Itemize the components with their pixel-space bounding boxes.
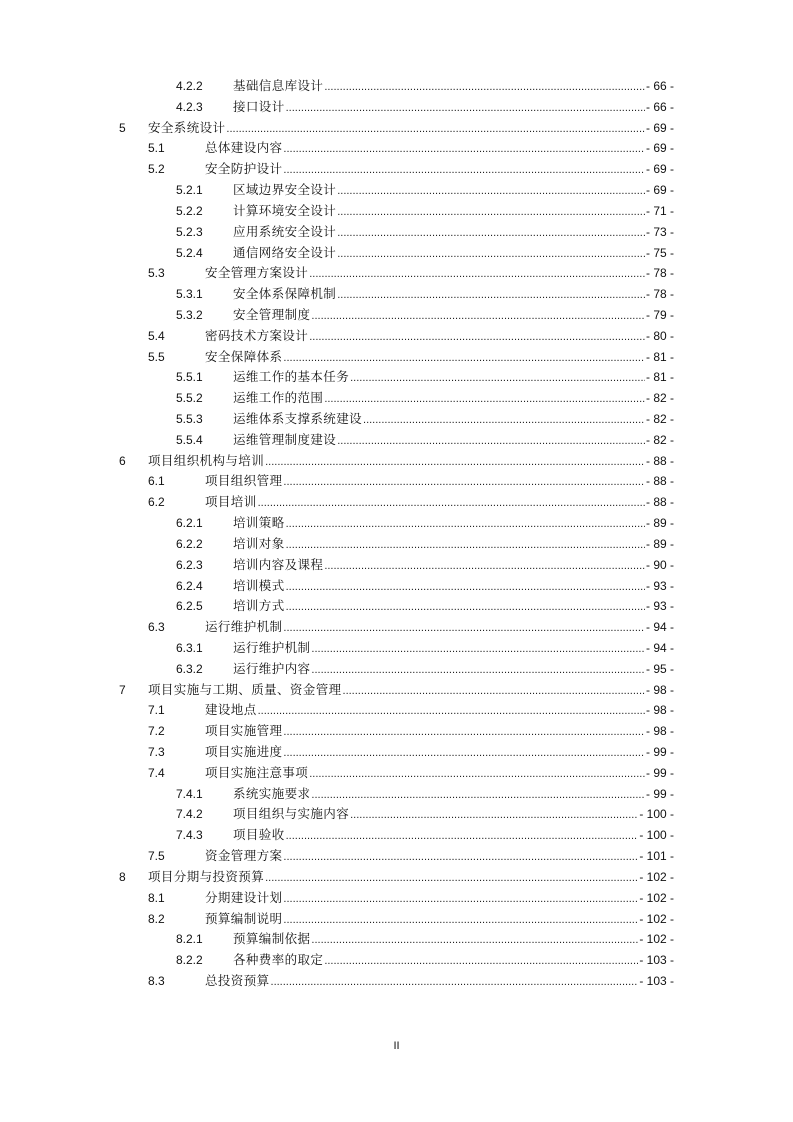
toc-entry[interactable] bbox=[0, 513, 793, 534]
toc-entry-page: - 88 - bbox=[645, 453, 674, 468]
dot-leader bbox=[324, 556, 645, 577]
toc-entry-line bbox=[148, 118, 674, 140]
toc-entry-number: 5.3.2 bbox=[176, 307, 203, 322]
toc-entry[interactable] bbox=[0, 492, 793, 513]
toc-entry-number: 7.4 bbox=[148, 765, 165, 780]
toc-entry-title: 项目实施管理 bbox=[205, 723, 283, 739]
toc-entry-title: 运行维护内容 bbox=[233, 660, 311, 676]
dot-leader bbox=[283, 889, 638, 910]
toc-entry-page: - 82 - bbox=[645, 412, 674, 426]
toc-entry[interactable] bbox=[0, 929, 793, 950]
toc-entry-line bbox=[205, 846, 674, 868]
toc-entry-title: 运维体系支撑系统建设 bbox=[233, 411, 363, 426]
toc-entry-title: 项目组织机构与培训 bbox=[148, 452, 265, 468]
toc-entry-line bbox=[205, 347, 674, 369]
toc-entry[interactable] bbox=[0, 409, 793, 430]
dot-leader bbox=[324, 389, 645, 410]
toc-entry-page: - 79 - bbox=[645, 307, 674, 322]
toc-entry-line bbox=[205, 909, 674, 931]
dot-leader bbox=[286, 514, 645, 535]
toc-entry-title: 培训内容及课程 bbox=[233, 556, 324, 572]
toc-entry[interactable] bbox=[0, 326, 793, 347]
toc-entry-title: 培训方式 bbox=[233, 598, 285, 614]
dot-leader bbox=[283, 847, 638, 868]
toc-entry-page: - 99 - bbox=[645, 765, 674, 780]
toc-entry-number: 5.5.4 bbox=[176, 432, 203, 447]
toc-entry-page: - 71 - bbox=[645, 203, 674, 218]
dot-leader bbox=[286, 535, 645, 556]
toc-entry[interactable] bbox=[0, 222, 793, 243]
toc-entry-title: 安全管理制度 bbox=[233, 306, 311, 322]
toc-entry-line bbox=[205, 326, 674, 348]
toc-entry-page: - 103 - bbox=[639, 953, 674, 968]
toc-entry-number: 5.1 bbox=[148, 141, 165, 156]
dot-leader bbox=[309, 264, 645, 285]
toc-entry-number: 5 bbox=[119, 120, 126, 135]
toc-entry[interactable] bbox=[0, 388, 793, 409]
toc-entry-title: 计算环境安全设计 bbox=[233, 202, 337, 218]
toc-entry-page: - 95 - bbox=[645, 661, 674, 676]
toc-entry-number: 6.2.5 bbox=[176, 599, 203, 614]
toc-entry[interactable] bbox=[0, 909, 793, 930]
toc-entry-line bbox=[233, 409, 674, 431]
dot-leader bbox=[226, 119, 645, 140]
toc-entry-number: 7.4.3 bbox=[176, 828, 203, 843]
toc-entry-page: - 93 - bbox=[645, 599, 674, 614]
toc-entry-page: - 93 - bbox=[645, 578, 674, 593]
toc-entry[interactable] bbox=[0, 950, 793, 971]
toc-entry[interactable] bbox=[0, 888, 793, 909]
toc-entry[interactable] bbox=[0, 555, 793, 576]
toc-entry-line bbox=[205, 721, 674, 743]
toc-entry-title: 资金管理方案 bbox=[205, 848, 283, 864]
toc-entry-title: 预算编制说明 bbox=[205, 910, 283, 926]
toc-entry-title: 项目组织与实施内容 bbox=[233, 806, 350, 822]
toc-entry-page: - 69 - bbox=[645, 141, 674, 156]
toc-entry[interactable] bbox=[0, 76, 793, 97]
toc-entry-title: 培训模式 bbox=[233, 577, 285, 593]
toc-entry-number: 6 bbox=[119, 453, 126, 468]
toc-entry-line bbox=[233, 305, 674, 327]
dot-leader bbox=[337, 285, 645, 306]
toc-entry-number: 8.1 bbox=[148, 890, 165, 905]
toc-entry-line bbox=[233, 180, 674, 202]
dot-leader bbox=[309, 327, 645, 348]
dot-leader bbox=[271, 972, 639, 993]
toc-entry-number: 6.2.3 bbox=[176, 557, 203, 572]
toc-entry[interactable] bbox=[0, 118, 793, 139]
dot-leader bbox=[311, 306, 645, 327]
toc-entry-line bbox=[233, 784, 674, 806]
toc-entry-page: - 90 - bbox=[645, 557, 674, 572]
toc-entry-number: 5.4 bbox=[148, 328, 165, 343]
toc-entry-line bbox=[233, 97, 674, 119]
toc-entry[interactable] bbox=[0, 846, 793, 867]
toc-entry-title: 运维管理制度建设 bbox=[233, 431, 337, 447]
dot-leader bbox=[337, 181, 645, 202]
toc-entry-line bbox=[205, 263, 674, 285]
toc-entry-page: - 99 - bbox=[645, 745, 674, 759]
toc-entry-line bbox=[205, 742, 674, 764]
toc-entry-number: 5.2 bbox=[148, 162, 165, 177]
toc-entry-page: - 81 - bbox=[645, 349, 674, 364]
toc-entry-number: 5.2.4 bbox=[176, 245, 203, 260]
toc-entry[interactable] bbox=[0, 263, 793, 284]
dot-leader bbox=[343, 681, 645, 702]
toc-entry-title: 培训策略 bbox=[233, 515, 285, 531]
table-of-contents bbox=[0, 76, 793, 992]
toc-entry[interactable] bbox=[0, 596, 793, 617]
toc-entry-page: - 78 - bbox=[645, 266, 674, 281]
toc-entry-page: - 102 - bbox=[639, 932, 674, 947]
toc-entry-number: 4.2.2 bbox=[176, 79, 203, 93]
toc-entry-title: 培训对象 bbox=[233, 535, 285, 551]
dot-leader bbox=[283, 472, 645, 493]
toc-entry-number: 8 bbox=[119, 869, 126, 884]
toc-entry-number: 7.1 bbox=[148, 703, 165, 718]
toc-entry-page: - 100 - bbox=[639, 807, 674, 822]
dot-leader bbox=[309, 764, 645, 785]
toc-entry-page: - 94 - bbox=[645, 620, 674, 635]
toc-entry-line bbox=[205, 471, 674, 493]
toc-entry-title: 项目实施与工期、质量、资金管理 bbox=[148, 681, 342, 697]
dot-leader bbox=[311, 660, 645, 681]
dot-leader bbox=[350, 368, 645, 389]
toc-entry-number: 4.2.3 bbox=[176, 99, 203, 114]
toc-entry-number: 7.4.1 bbox=[176, 786, 203, 801]
toc-entry-line bbox=[233, 367, 674, 389]
toc-entry-page: - 103 - bbox=[639, 973, 674, 988]
toc-entry-title: 应用系统安全设计 bbox=[233, 223, 337, 239]
toc-entry-title: 运维工作的范围 bbox=[233, 390, 324, 406]
toc-entry[interactable] bbox=[0, 347, 793, 368]
dot-leader bbox=[324, 951, 638, 972]
toc-entry[interactable] bbox=[0, 659, 793, 680]
dot-leader bbox=[283, 743, 645, 764]
toc-entry-number: 7.2 bbox=[148, 724, 165, 739]
toc-entry-page: - 81 - bbox=[645, 370, 674, 385]
dot-leader bbox=[283, 618, 645, 639]
toc-entry-title: 安全系统设计 bbox=[148, 119, 226, 135]
toc-entry-number: 8.2.2 bbox=[176, 953, 203, 968]
dot-leader bbox=[311, 639, 645, 660]
toc-entry-title: 项目实施进度 bbox=[205, 744, 283, 759]
toc-entry-line bbox=[205, 617, 674, 639]
toc-entry-title: 分期建设计划 bbox=[205, 889, 283, 905]
toc-entry-page: - 88 - bbox=[645, 495, 674, 510]
toc-entry-line bbox=[233, 76, 674, 98]
dot-leader bbox=[337, 431, 645, 452]
toc-entry[interactable] bbox=[0, 700, 793, 721]
toc-entry-number: 5.2.1 bbox=[176, 183, 203, 198]
toc-entry-title: 项目分期与投资预算 bbox=[148, 868, 265, 884]
toc-entry-line bbox=[233, 576, 674, 598]
dot-leader bbox=[337, 223, 645, 244]
toc-entry[interactable] bbox=[0, 804, 793, 825]
dot-leader bbox=[286, 826, 639, 847]
toc-entry-line bbox=[233, 513, 674, 535]
toc-entry-line bbox=[233, 534, 674, 556]
toc-entry-page: - 89 - bbox=[645, 536, 674, 551]
toc-entry-title: 运行维护机制 bbox=[233, 639, 311, 655]
toc-entry-line bbox=[233, 596, 674, 618]
toc-entry-title: 安全保障体系 bbox=[205, 348, 283, 364]
toc-entry-line bbox=[205, 971, 674, 993]
dot-leader bbox=[283, 348, 645, 369]
toc-entry[interactable] bbox=[0, 430, 793, 451]
toc-entry-title: 项目培训 bbox=[205, 494, 257, 510]
toc-entry[interactable] bbox=[0, 763, 793, 784]
toc-entry-line bbox=[233, 659, 674, 681]
toc-entry-title: 建设地点 bbox=[205, 702, 257, 718]
toc-entry[interactable] bbox=[0, 451, 793, 472]
toc-entry-page: - 78 - bbox=[645, 287, 674, 302]
toc-entry-title: 总投资预算 bbox=[205, 972, 270, 988]
toc-entry-page: - 101 - bbox=[639, 849, 674, 864]
toc-entry-number: 5.5.2 bbox=[176, 391, 203, 406]
toc-entry[interactable] bbox=[0, 867, 793, 888]
toc-entry-number: 5.5.1 bbox=[176, 370, 203, 385]
toc-entry-line bbox=[233, 555, 674, 577]
toc-entry-number: 6.1 bbox=[148, 474, 165, 489]
dot-leader bbox=[265, 868, 638, 889]
toc-entry-number: 7.4.2 bbox=[176, 807, 203, 822]
toc-entry-number: 5.3 bbox=[148, 266, 165, 281]
toc-entry-title: 安全管理方案设计 bbox=[205, 265, 309, 281]
toc-entry-number: 6.3.1 bbox=[176, 640, 203, 655]
toc-entry-line bbox=[233, 222, 674, 244]
toc-entry-line bbox=[148, 867, 674, 889]
toc-entry-number: 5.2.3 bbox=[176, 224, 203, 239]
toc-entry-title: 项目组织管理 bbox=[205, 473, 283, 489]
toc-entry-number: 6.3 bbox=[148, 620, 165, 635]
toc-entry-line bbox=[233, 284, 674, 306]
toc-entry-title: 各种费率的取定 bbox=[233, 952, 324, 968]
toc-entry-number: 6.2.4 bbox=[176, 578, 203, 593]
toc-entry-number: 6.2.1 bbox=[176, 516, 203, 531]
toc-entry-title: 安全防护设计 bbox=[205, 161, 283, 177]
dot-leader bbox=[324, 77, 645, 98]
toc-entry-title: 项目实施注意事项 bbox=[205, 764, 309, 780]
dot-leader bbox=[265, 452, 645, 473]
toc-entry-line bbox=[233, 388, 674, 410]
toc-entry-number: 8.2 bbox=[148, 911, 165, 926]
toc-entry-page: - 102 - bbox=[639, 890, 674, 905]
toc-entry-title: 预算编制依据 bbox=[233, 931, 311, 947]
toc-entry-line bbox=[205, 763, 674, 785]
toc-entry-page: - 82 - bbox=[645, 391, 674, 406]
toc-entry[interactable] bbox=[0, 825, 793, 846]
dot-leader bbox=[337, 202, 645, 223]
dot-leader bbox=[283, 160, 645, 181]
toc-entry[interactable] bbox=[0, 576, 793, 597]
toc-entry-title: 通信网络安全设计 bbox=[233, 244, 337, 260]
toc-entry[interactable] bbox=[0, 721, 793, 742]
toc-entry-page: - 69 - bbox=[645, 120, 674, 135]
toc-entry-title: 安全体系保障机制 bbox=[233, 286, 337, 302]
toc-entry-title: 区域边界安全设计 bbox=[233, 182, 337, 198]
toc-entry-title: 基础信息库设计 bbox=[233, 78, 324, 93]
toc-entry-page: - 102 - bbox=[639, 911, 674, 926]
dot-leader bbox=[311, 930, 638, 951]
toc-entry[interactable] bbox=[0, 180, 793, 201]
toc-entry-title: 项目验收 bbox=[233, 827, 285, 843]
toc-entry-number: 5.2.2 bbox=[176, 203, 203, 218]
toc-entry-title: 运行维护机制 bbox=[205, 619, 283, 635]
toc-entry-page: - 66 - bbox=[645, 79, 674, 93]
toc-entry-line bbox=[233, 638, 674, 660]
toc-entry-line bbox=[205, 138, 674, 160]
toc-entry-number: 7 bbox=[119, 682, 126, 697]
toc-entry-page: - 88 - bbox=[645, 474, 674, 489]
toc-entry[interactable] bbox=[0, 680, 793, 701]
toc-entry-page: - 75 - bbox=[645, 245, 674, 260]
dot-leader bbox=[258, 701, 645, 722]
toc-entry-number: 6.3.2 bbox=[176, 661, 203, 676]
dot-leader bbox=[363, 410, 645, 431]
toc-entry-line bbox=[205, 492, 674, 514]
dot-leader bbox=[286, 98, 645, 119]
toc-entry-number: 8.2.1 bbox=[176, 932, 203, 947]
toc-entry[interactable] bbox=[0, 159, 793, 180]
toc-entry-line bbox=[205, 888, 674, 910]
toc-entry-line bbox=[233, 201, 674, 223]
toc-entry[interactable] bbox=[0, 742, 793, 763]
toc-entry-line bbox=[233, 804, 674, 826]
toc-entry[interactable] bbox=[0, 284, 793, 305]
dot-leader bbox=[350, 805, 638, 826]
toc-entry[interactable] bbox=[0, 971, 793, 992]
toc-entry-page: - 102 - bbox=[639, 869, 674, 884]
toc-entry[interactable] bbox=[0, 638, 793, 659]
toc-entry-line bbox=[233, 430, 674, 452]
dot-leader bbox=[283, 722, 645, 743]
toc-entry[interactable] bbox=[0, 617, 793, 638]
toc-entry-number: 5.3.1 bbox=[176, 287, 203, 302]
dot-leader bbox=[337, 244, 645, 265]
toc-entry-line bbox=[148, 680, 674, 702]
toc-entry-page: - 82 - bbox=[645, 432, 674, 447]
toc-entry[interactable] bbox=[0, 243, 793, 264]
dot-leader bbox=[258, 493, 645, 514]
toc-entry-line bbox=[148, 451, 674, 473]
toc-entry-page: - 98 - bbox=[645, 724, 674, 739]
toc-entry[interactable] bbox=[0, 201, 793, 222]
toc-entry-line bbox=[233, 950, 674, 972]
toc-entry-number: 5.5 bbox=[148, 349, 165, 364]
toc-entry-page: - 69 - bbox=[645, 162, 674, 177]
dot-leader bbox=[283, 910, 638, 931]
toc-entry-page: - 94 - bbox=[645, 640, 674, 655]
toc-entry[interactable] bbox=[0, 471, 793, 492]
toc-entry[interactable] bbox=[0, 97, 793, 118]
toc-entry-page: - 98 - bbox=[645, 703, 674, 718]
toc-entry-title: 总体建设内容 bbox=[205, 140, 283, 156]
toc-entry-page: - 89 - bbox=[645, 516, 674, 531]
dot-leader bbox=[286, 577, 645, 598]
toc-entry-page: - 100 - bbox=[639, 828, 674, 843]
toc-entry-title: 接口设计 bbox=[233, 98, 285, 114]
toc-entry-line bbox=[233, 929, 674, 951]
toc-entry-line bbox=[233, 243, 674, 265]
toc-entry-line bbox=[233, 825, 674, 847]
toc-entry-number: 5.5.3 bbox=[176, 412, 203, 426]
toc-entry-title: 密码技术方案设计 bbox=[205, 327, 309, 343]
toc-entry-line bbox=[205, 700, 674, 722]
toc-entry-title: 运维工作的基本任务 bbox=[233, 369, 350, 385]
toc-entry-page: - 99 - bbox=[645, 786, 674, 801]
toc-entry-page: - 98 - bbox=[645, 682, 674, 697]
toc-entry[interactable] bbox=[0, 784, 793, 805]
toc-entry-line bbox=[205, 159, 674, 181]
toc-entry-page: - 69 - bbox=[645, 183, 674, 198]
toc-entry[interactable] bbox=[0, 367, 793, 388]
toc-entry-number: 8.3 bbox=[148, 973, 165, 988]
toc-entry-number: 7.3 bbox=[148, 745, 165, 759]
toc-entry-page: - 66 - bbox=[645, 99, 674, 114]
toc-entry[interactable] bbox=[0, 305, 793, 326]
toc-entry-number: 6.2.2 bbox=[176, 536, 203, 551]
toc-entry[interactable] bbox=[0, 138, 793, 159]
dot-leader bbox=[283, 139, 645, 160]
toc-entry-number: 7.5 bbox=[148, 849, 165, 864]
toc-entry[interactable] bbox=[0, 534, 793, 555]
dot-leader bbox=[311, 785, 645, 806]
page-footer-number: II bbox=[393, 1040, 400, 1052]
toc-entry-page: - 80 - bbox=[645, 328, 674, 343]
dot-leader bbox=[286, 597, 645, 618]
toc-entry-page: - 73 - bbox=[645, 224, 674, 239]
toc-entry-number: 6.2 bbox=[148, 495, 165, 510]
toc-entry-title: 系统实施要求 bbox=[233, 785, 311, 801]
